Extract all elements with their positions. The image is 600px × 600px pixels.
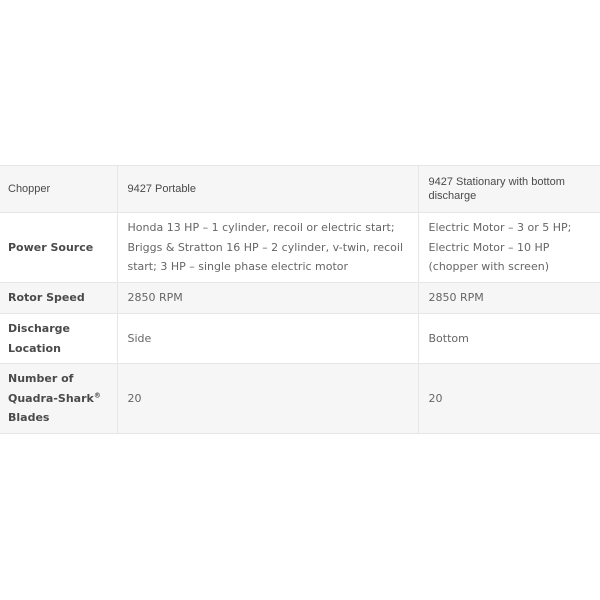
row-label-cell	[0, 364, 117, 434]
header-cell-portable	[117, 166, 418, 213]
row-value: 2850 RPM	[428, 291, 484, 305]
row-value-cell	[117, 314, 418, 364]
table-row	[0, 283, 600, 314]
table-header-row	[0, 166, 600, 213]
header-col2: 9427 Stationary with bottom discharge	[428, 176, 565, 202]
header-label: Chopper	[8, 183, 51, 195]
row-value: Side	[127, 331, 152, 345]
row-value-cell	[418, 283, 600, 314]
header-col1: 9427 Portable	[127, 183, 196, 195]
row-value: 20	[127, 391, 142, 405]
row-value-cell	[418, 364, 600, 434]
row-value: Honda 13 HP – 1 cylinder, recoil or electric start; Briggs & Stratton 16 HP – 2 cylinder, v-twin, recoil start; 3 HP – single phase electric motor	[127, 221, 404, 274]
row-label-suffix: Blades	[8, 411, 50, 425]
row-value: Bottom	[428, 331, 469, 345]
row-label-cell	[0, 283, 117, 314]
row-value-cell	[117, 283, 418, 314]
row-label-cell	[0, 213, 117, 283]
row-value-cell	[418, 213, 600, 283]
row-label-text: Number of Quadra-Shark	[8, 372, 94, 405]
row-value-cell	[117, 213, 418, 283]
row-value-cell	[418, 314, 600, 364]
header-cell-stationary	[418, 166, 600, 213]
table-row	[0, 314, 600, 364]
row-label	[0, 369, 117, 428]
spec-table	[0, 165, 600, 434]
row-label-cell	[0, 314, 117, 364]
table-row	[0, 213, 600, 283]
row-value-cell	[117, 364, 418, 434]
row-value: 2850 RPM	[127, 291, 183, 305]
row-label: Rotor Speed	[8, 291, 85, 305]
registered-mark: ®	[93, 391, 101, 400]
row-value: Electric Motor – 3 or 5 HP; Electric Motor – 10 HP (chopper with screen)	[428, 221, 572, 274]
row-value: 20	[428, 391, 443, 405]
row-label: Discharge Location	[8, 322, 70, 355]
header-cell-chopper	[0, 166, 117, 213]
table-row	[0, 364, 600, 434]
row-label: Power Source	[8, 240, 94, 254]
